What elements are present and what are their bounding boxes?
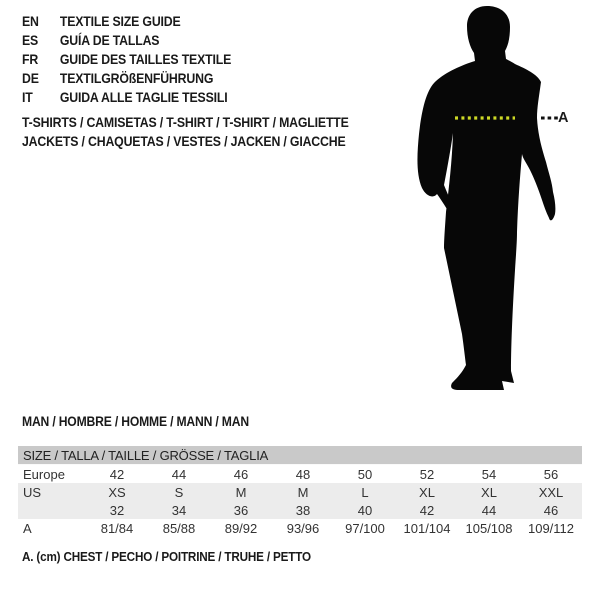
table-cell: XL bbox=[481, 484, 497, 500]
table-cell: 46 bbox=[233, 466, 249, 482]
table-cell: 34 bbox=[171, 502, 187, 518]
table-row bbox=[18, 483, 582, 501]
man-silhouette bbox=[410, 2, 580, 394]
table-cell: 36 bbox=[233, 502, 249, 518]
table-row bbox=[18, 519, 582, 537]
language-code: DE bbox=[22, 70, 39, 87]
table-cell: 44 bbox=[481, 502, 497, 518]
table-row-label: Europe bbox=[23, 466, 65, 482]
man-silhouette-path bbox=[417, 6, 555, 390]
section-title: MAN / HOMBRE / HOMME / MANN / MAN bbox=[22, 414, 249, 429]
language-row bbox=[22, 49, 231, 68]
language-row bbox=[22, 30, 231, 49]
size-table-body bbox=[18, 465, 582, 537]
table-cell: XL bbox=[419, 484, 435, 500]
table-cell: 38 bbox=[295, 502, 311, 518]
table-cell: 97/100 bbox=[345, 520, 385, 536]
table-cell: M bbox=[235, 484, 247, 500]
language-list bbox=[22, 11, 231, 107]
table-cell: 56 bbox=[543, 466, 559, 482]
table-row-label: US bbox=[23, 484, 42, 500]
table-cell: 50 bbox=[357, 466, 373, 482]
measure-label-a: A bbox=[558, 110, 569, 126]
table-cell: 42 bbox=[109, 466, 125, 482]
language-label: TEXTILGRÖßENFÜHRUNG bbox=[59, 70, 214, 87]
language-code: ES bbox=[22, 31, 39, 48]
table-cell: 52 bbox=[419, 466, 435, 482]
footnote: A. (cm) CHEST / PECHO / POITRINE / TRUHE / PETTO bbox=[22, 549, 311, 564]
table-row-label: A bbox=[23, 520, 32, 536]
table-cell: XS bbox=[108, 484, 126, 500]
language-code: EN bbox=[22, 12, 39, 29]
language-row bbox=[22, 11, 231, 30]
table-cell: 42 bbox=[419, 502, 435, 518]
table-cell: 109/112 bbox=[527, 520, 575, 536]
table-row bbox=[18, 501, 582, 519]
table-cell: 32 bbox=[109, 502, 125, 518]
table-cell: S bbox=[174, 484, 184, 500]
table-cell: 85/88 bbox=[162, 520, 196, 536]
category-line: T-SHIRTS / CAMISETAS / T-SHIRT / T-SHIRT / MAGLIETTE bbox=[22, 113, 349, 130]
table-cell: 54 bbox=[481, 466, 497, 482]
size-table-header: SIZE / TALLA / TAILLE / GRÖSSE / TAGLIA bbox=[18, 446, 582, 465]
language-label: GUIDA ALLE TAGLIE TESSILI bbox=[59, 89, 228, 106]
language-code: IT bbox=[22, 89, 33, 106]
table-cell: M bbox=[297, 484, 309, 500]
language-row bbox=[22, 69, 231, 88]
category-lines bbox=[22, 112, 349, 151]
table-cell: 48 bbox=[295, 466, 311, 482]
category-line: JACKETS / CHAQUETAS / VESTES / JACKEN / GIACCHE bbox=[22, 133, 346, 150]
table-row bbox=[18, 465, 582, 483]
table-cell: 81/84 bbox=[100, 520, 134, 536]
table-cell: 89/92 bbox=[224, 520, 258, 536]
table-cell: 46 bbox=[543, 502, 559, 518]
language-label: GUÍA DE TALLAS bbox=[59, 31, 160, 48]
language-label: GUIDE DES TAILLES TEXTILE bbox=[59, 50, 232, 67]
size-table bbox=[18, 446, 582, 537]
table-cell: 105/108 bbox=[465, 520, 513, 536]
table-cell: 101/104 bbox=[403, 520, 451, 536]
language-label: TEXTILE SIZE GUIDE bbox=[59, 12, 181, 29]
language-row bbox=[22, 88, 231, 107]
table-cell: 44 bbox=[171, 466, 187, 482]
table-cell: 40 bbox=[357, 502, 373, 518]
language-code: FR bbox=[22, 50, 39, 67]
table-cell: L bbox=[361, 484, 369, 500]
table-cell: 93/96 bbox=[286, 520, 320, 536]
table-cell: XXL bbox=[538, 484, 564, 500]
